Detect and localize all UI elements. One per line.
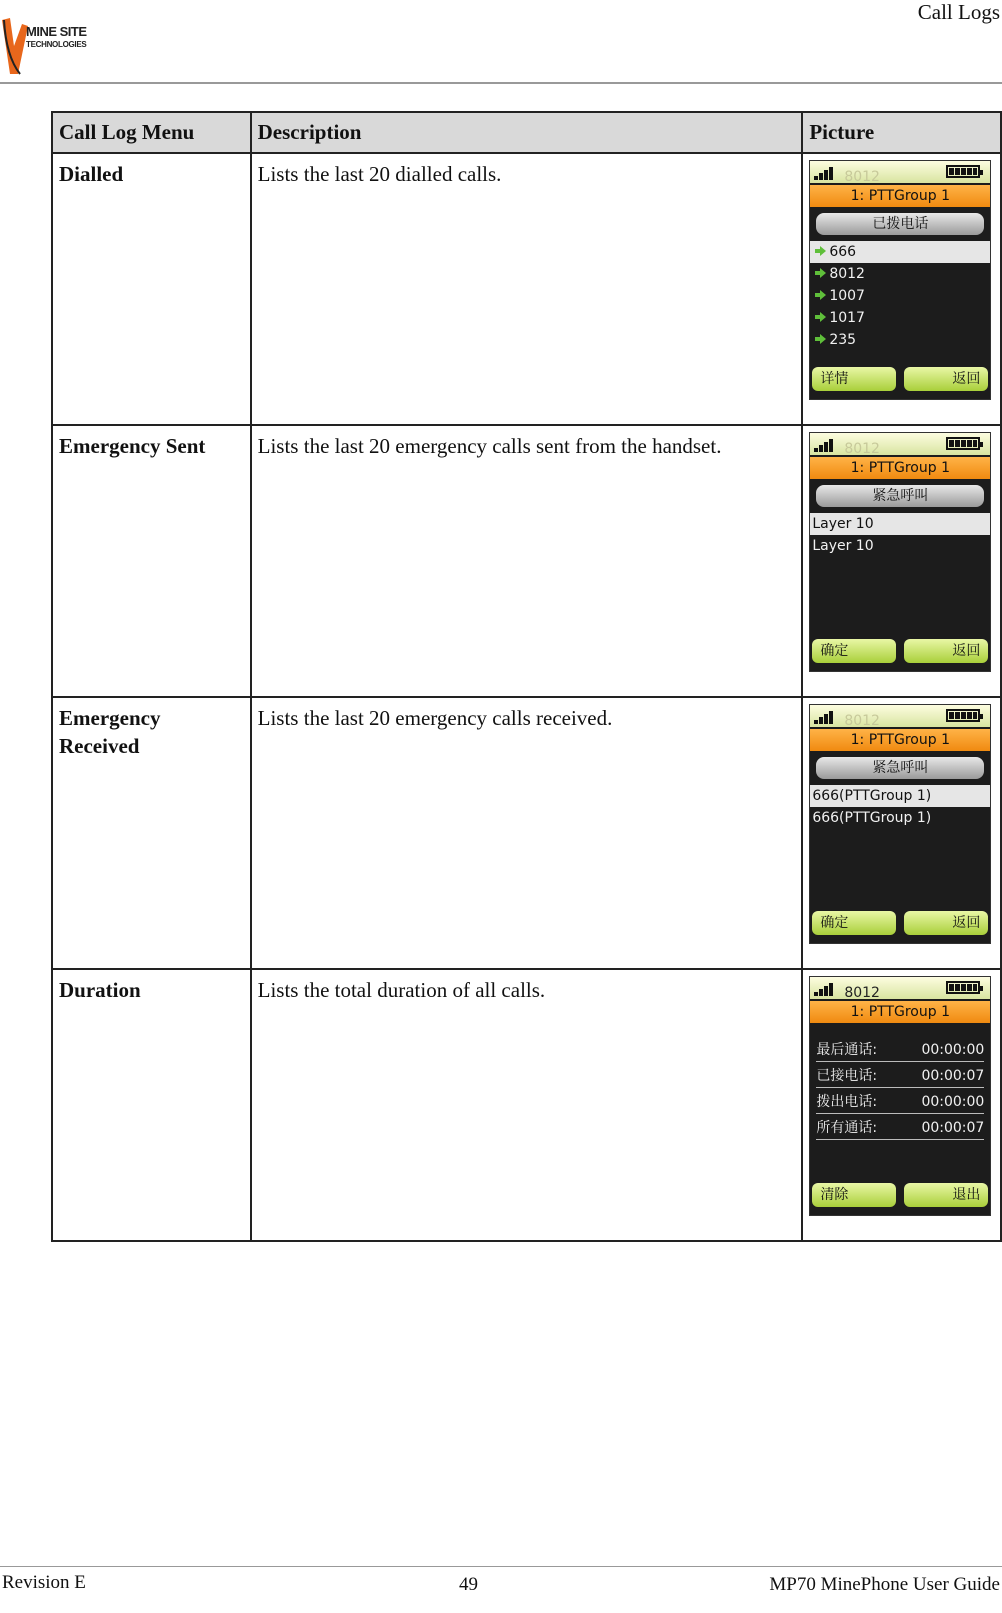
duration-value: 00:00:07 <box>921 1068 985 1084</box>
left-softkey: 详情 <box>812 367 896 391</box>
picture-cell <box>802 153 1001 425</box>
list-item-label: 235 <box>829 332 857 348</box>
description-cell: Lists the last 20 dialled calls. <box>251 153 803 425</box>
outgoing-call-icon <box>815 290 825 300</box>
duration-value: 00:00:00 <box>921 1094 985 1110</box>
picture-cell <box>802 425 1001 697</box>
table-row <box>52 969 1001 1241</box>
status-number: 8012 <box>844 441 880 457</box>
picture-cell <box>802 697 1001 969</box>
status-bar <box>810 705 990 727</box>
list-item-label: 1017 <box>829 310 865 326</box>
table-row <box>52 425 1001 697</box>
picture-cell <box>802 969 1001 1241</box>
status-number: 8012 <box>844 713 880 729</box>
group-bar: 1: PTTGroup 1 <box>810 729 990 751</box>
right-softkey: 退出 <box>904 1183 988 1207</box>
list-item <box>810 241 990 263</box>
call-log-menu-table <box>51 111 1002 1242</box>
phone-screen-dialled <box>809 160 991 400</box>
menu-name-cell: Emergency Sent <box>52 425 251 697</box>
group-bar: 1: PTTGroup 1 <box>810 1001 990 1023</box>
battery-icon <box>946 165 980 178</box>
revision-label: Revision E <box>2 1572 86 1593</box>
duration-label: 拨出电话: <box>816 1094 878 1110</box>
page-header <box>0 0 1002 84</box>
status-number: 8012 <box>844 985 880 1001</box>
duration-value: 00:00:07 <box>921 1120 985 1136</box>
menu-name-cell: Emergency Received <box>52 697 251 969</box>
phone-screen-emergency-sent <box>809 432 991 672</box>
call-list <box>810 513 990 557</box>
duration-label: 已接电话: <box>816 1068 878 1084</box>
duration-row <box>816 1065 984 1088</box>
status-number: 8012 <box>844 169 880 185</box>
list-item <box>810 285 990 307</box>
screen-title: 已拨电话 <box>816 213 984 235</box>
description-cell: Lists the last 20 emergency calls received. <box>251 697 803 969</box>
duration-label: 最后通话: <box>816 1042 878 1058</box>
list-item <box>810 263 990 285</box>
duration-row <box>816 1117 984 1140</box>
header-divider <box>0 82 1002 84</box>
table-row <box>52 697 1001 969</box>
call-list <box>810 785 990 829</box>
duration-value: 00:00:00 <box>921 1042 985 1058</box>
table-row <box>52 153 1001 425</box>
menu-name-cell: Dialled <box>52 153 251 425</box>
column-header-picture: Picture <box>802 112 1001 153</box>
list-item: 666(PTTGroup 1) <box>812 810 932 826</box>
signal-icon <box>814 166 838 180</box>
call-list <box>810 241 990 351</box>
footer-divider <box>0 1566 1002 1567</box>
column-header-description: Description <box>251 112 803 153</box>
list-item: Layer 10 <box>812 538 874 554</box>
right-softkey: 返回 <box>904 639 988 663</box>
duration-row <box>816 1039 984 1062</box>
left-softkey: 确定 <box>812 911 896 935</box>
description-cell: Lists the last 20 emergency calls sent from the handset. <box>251 425 803 697</box>
left-softkey: 确定 <box>812 639 896 663</box>
list-item-label: 1007 <box>829 288 865 304</box>
menu-name-cell: Duration <box>52 969 251 1241</box>
column-header-menu: Call Log Menu <box>52 112 251 153</box>
phone-screen-emergency-received <box>809 704 991 944</box>
group-bar: 1: PTTGroup 1 <box>810 457 990 479</box>
table-header-row <box>52 112 1001 153</box>
status-bar <box>810 161 990 183</box>
phone-screen-duration <box>809 976 991 1216</box>
logo-text-line2: TECHNOLOGIES <box>26 40 87 49</box>
section-title: Call Logs <box>917 0 1000 24</box>
left-softkey: 清除 <box>812 1183 896 1207</box>
list-item: 666(PTTGroup 1) <box>810 785 990 807</box>
outgoing-call-icon <box>815 246 825 256</box>
group-bar: 1: PTTGroup 1 <box>810 185 990 207</box>
list-item-label: 666 <box>829 244 857 260</box>
document-title: MP70 MinePhone User Guide <box>769 1574 1000 1595</box>
screen-title: 紧急呼叫 <box>816 757 984 779</box>
battery-icon <box>946 709 980 722</box>
signal-icon <box>814 710 838 724</box>
page-number: 49 <box>459 1574 478 1595</box>
outgoing-call-icon <box>815 334 825 344</box>
signal-icon <box>814 438 838 452</box>
battery-icon <box>946 981 980 994</box>
battery-icon <box>946 437 980 450</box>
outgoing-call-icon <box>815 312 825 322</box>
mine-site-logo <box>0 16 120 80</box>
list-item <box>810 329 990 351</box>
duration-label: 所有通话: <box>816 1120 878 1136</box>
status-bar <box>810 977 990 999</box>
screen-title: 紧急呼叫 <box>816 485 984 507</box>
right-softkey: 返回 <box>904 367 988 391</box>
list-item: Layer 10 <box>810 513 990 535</box>
right-softkey: 返回 <box>904 911 988 935</box>
logo-text-line1: MINE SITE <box>26 24 87 39</box>
status-bar <box>810 433 990 455</box>
signal-icon <box>814 982 838 996</box>
description-cell: Lists the total duration of all calls. <box>251 969 803 1241</box>
outgoing-call-icon <box>815 268 825 278</box>
duration-row <box>816 1091 984 1114</box>
list-item <box>810 307 990 329</box>
list-item-label: 8012 <box>829 266 865 282</box>
